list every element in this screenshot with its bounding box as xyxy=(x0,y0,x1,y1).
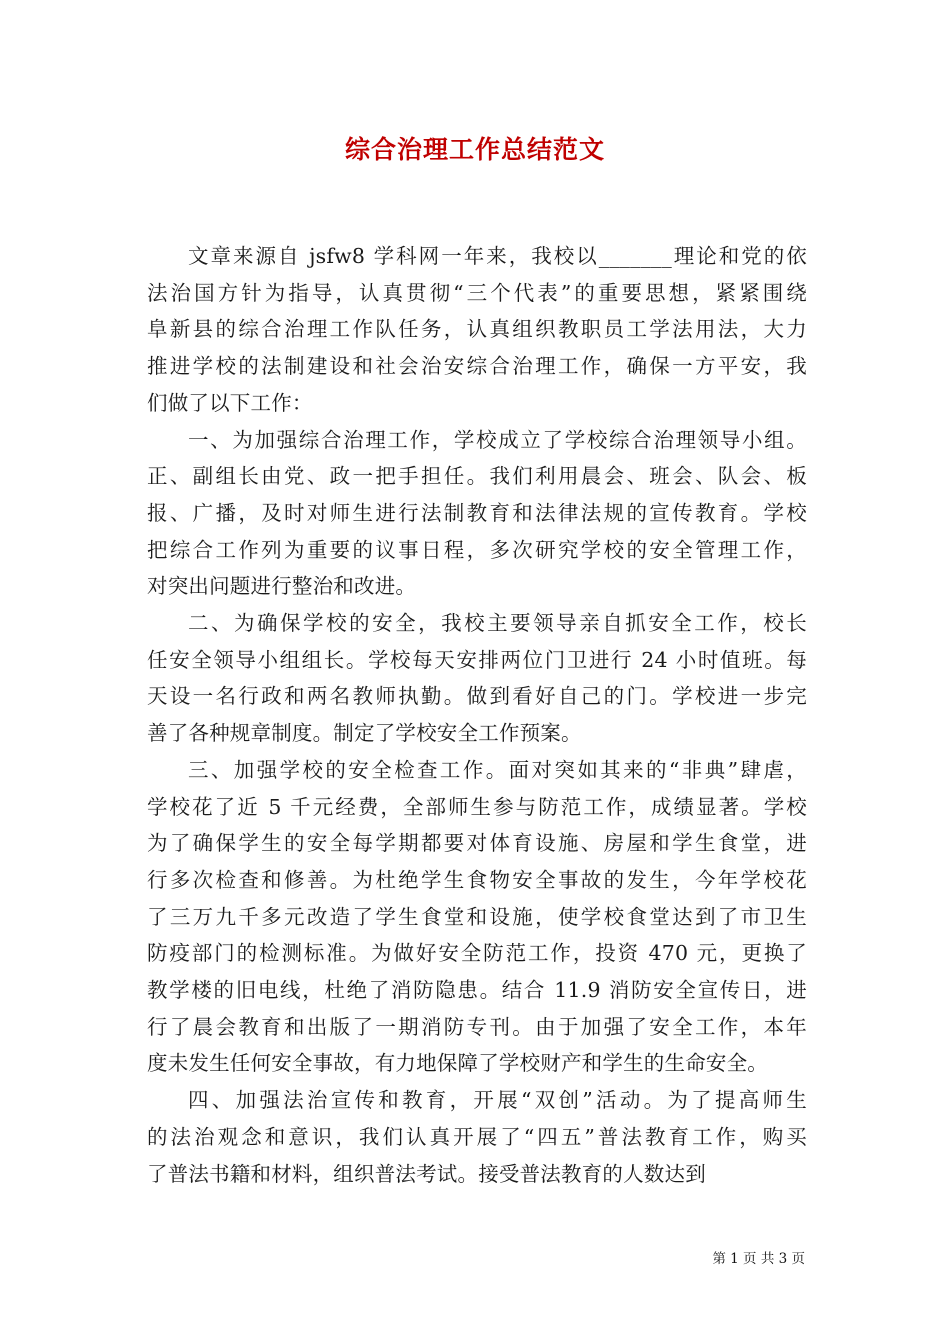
text-line: 法治国方针为指导，认真贯彻“三个代表”的重要思想，紧紧围绕 xyxy=(147,280,807,305)
text-line: 正、副组长由党、政一把手担任。我们利用晨会、班会、队会、板 xyxy=(147,464,807,489)
text-line: 为了确保学生的安全每学期都要对体育设施、房屋和学生食堂，进 xyxy=(147,831,807,856)
text-line: 天设一名行政和两名教师执勤。做到看好自己的门。学校进一步完 xyxy=(147,684,807,709)
text-line: 文章来源自 jsfw8 学科网一年来，我校以_______理论和党的依 xyxy=(188,244,807,268)
text-line: 们做了以下工作： xyxy=(147,390,313,415)
text-line: 的法治观念和意识，我们认真开展了“四五”普法教育工作，购买 xyxy=(147,1124,807,1149)
text-line: 把综合工作列为重要的议事日程，多次研究学校的安全管理工作， xyxy=(147,537,807,562)
text-line: 一、为加强综合治理工作，学校成立了学校综合治理领导小组。 xyxy=(188,427,807,452)
text-line: 了三万九千多元改造了学生食堂和设施，使学校食堂达到了市卫生 xyxy=(147,904,807,929)
text-line: 了普法书籍和材料，组织普法考试。接受普法教育的人数达到 xyxy=(147,1161,706,1186)
text-line: 学校花了近 5 千元经费，全部师生参与防范工作，成绩显著。学校 xyxy=(147,794,807,819)
text-line: 度未发生任何安全事故，有力地保障了学校财产和学生的生命安全。 xyxy=(147,1051,768,1076)
text-line: 四、加强法治宣传和教育，开展“双创”活动。为了提高师生 xyxy=(188,1088,807,1113)
document-body xyxy=(147,238,807,1192)
text-line: 教学楼的旧电线，杜绝了消防隐患。结合 11.9 消防安全宣传日，进 xyxy=(147,978,807,1003)
text-line: 行了晨会教育和出版了一期消防专刊。由于加强了安全工作，本年 xyxy=(147,1014,807,1039)
paragraph xyxy=(147,1082,807,1192)
text-line: 二、为确保学校的安全，我校主要领导亲自抓安全工作，校长 xyxy=(188,611,807,636)
page-footer: 第 1 页 共 3 页 xyxy=(712,1251,805,1267)
document-title: 综合治理工作总结范文 xyxy=(344,135,605,164)
paragraph xyxy=(147,422,807,606)
text-line: 行多次检查和修善。为杜绝学生食物安全事故的发生，今年学校花 xyxy=(147,867,807,892)
paragraph xyxy=(147,605,807,752)
paragraph xyxy=(147,752,807,1082)
text-line: 报、广播，及时对师生进行法制教育和法律法规的宣传教育。学校 xyxy=(147,500,807,525)
text-line: 防疫部门的检测标准。为做好安全防范工作，投资 470 元，更换了 xyxy=(147,941,807,966)
text-line: 善了各种规章制度。制定了学校安全工作预案。 xyxy=(147,721,582,746)
text-line: 推进学校的法制建设和社会治安综合治理工作，确保一方平安，我 xyxy=(147,354,807,379)
text-line: 任安全领导小组组长。学校每天安排两位门卫进行 24 小时值班。每 xyxy=(147,647,807,672)
paragraph xyxy=(147,238,807,422)
text-line: 阜新县的综合治理工作队任务，认真组织教职员工学法用法，大力 xyxy=(147,317,807,342)
text-line: 三、加强学校的安全检查工作。面对突如其来的“非典”肆虐， xyxy=(188,757,807,782)
text-line: 对突出问题进行整治和改进。 xyxy=(147,574,417,599)
